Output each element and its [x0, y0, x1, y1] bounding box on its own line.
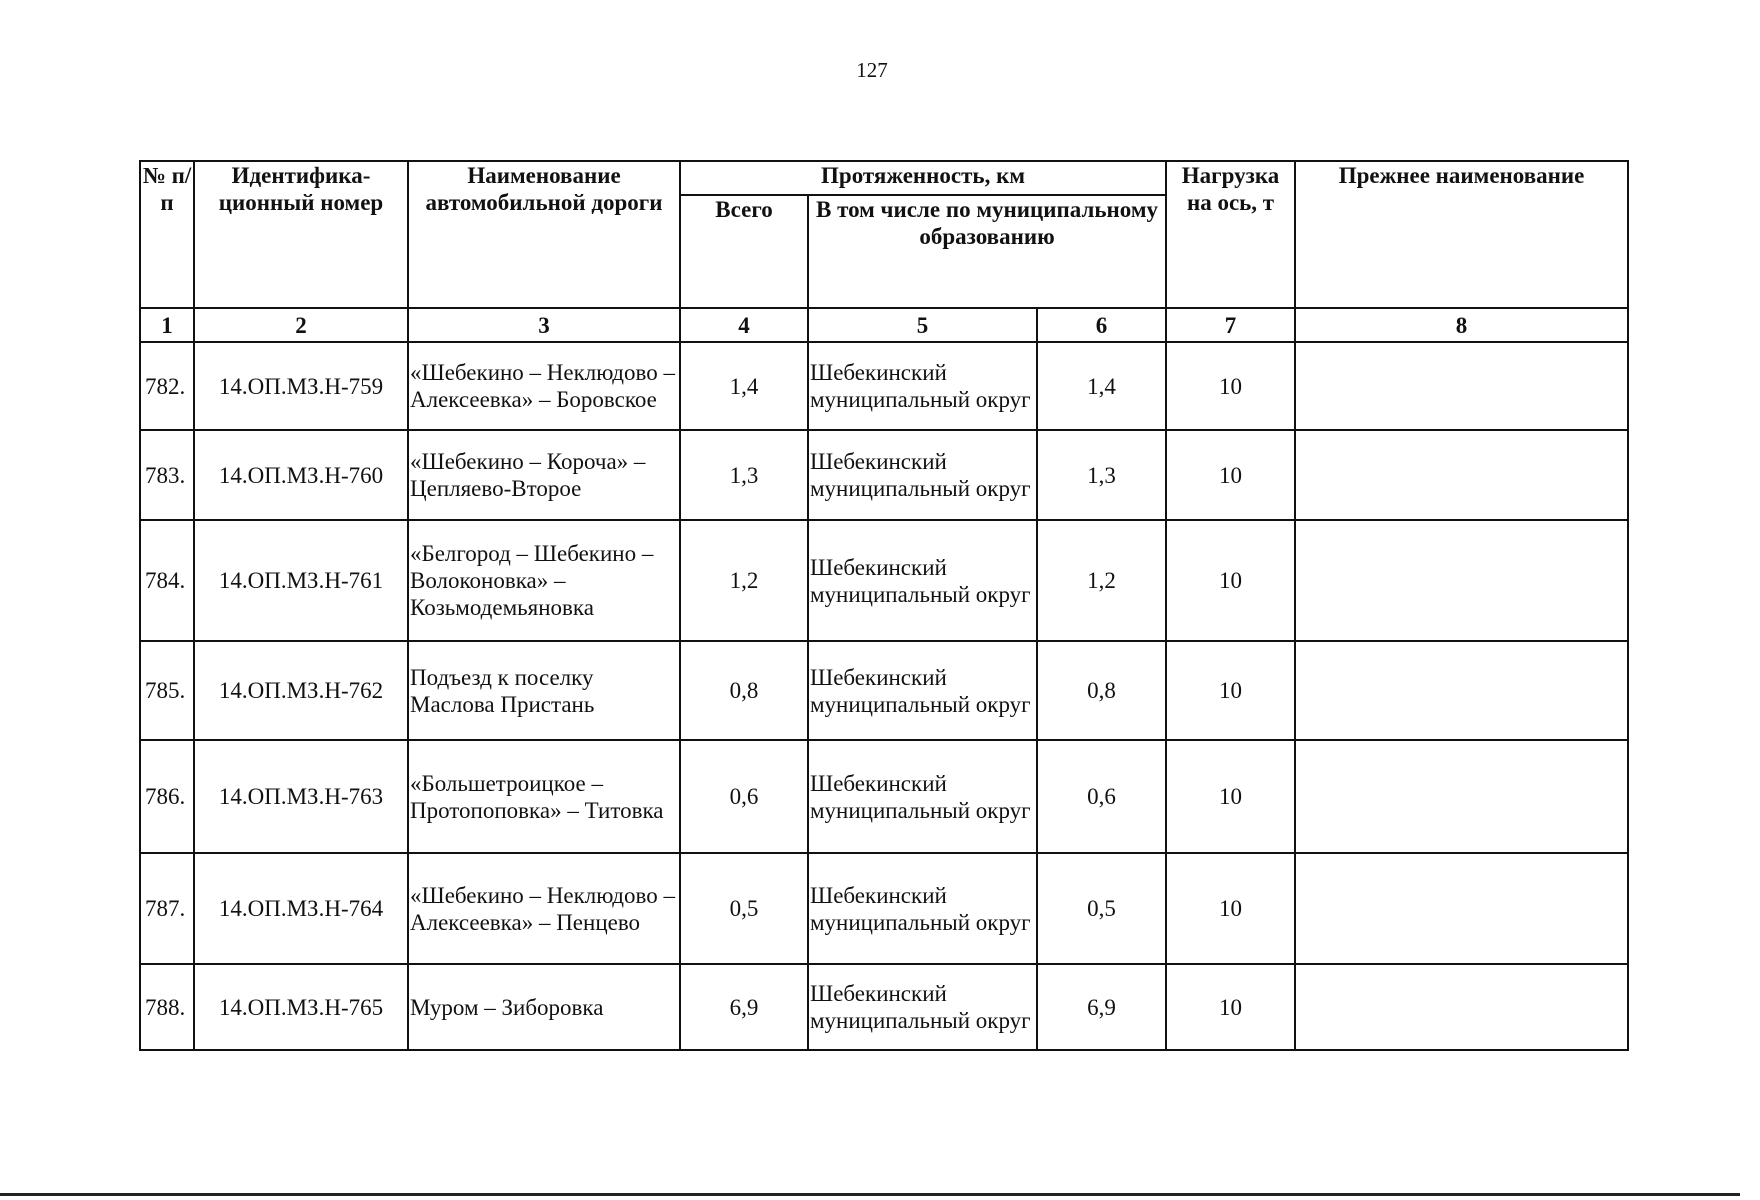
- table-row: [140, 853, 1628, 964]
- header-length-municipal: В том числе по муниципальному образованию: [808, 195, 1166, 308]
- row-number: 785.: [140, 641, 194, 740]
- header-length: Протяженность, км: [680, 161, 1166, 195]
- previous-name: [1295, 964, 1628, 1050]
- road-id: 14.ОП.МЗ.Н-761: [194, 520, 408, 641]
- length-municipal: 0,5: [1037, 853, 1166, 964]
- municipality: Шебекинский муниципальный округ: [808, 520, 1037, 641]
- row-number: 788.: [140, 964, 194, 1050]
- column-number: 6: [1037, 308, 1166, 342]
- length-total: 1,3: [680, 430, 808, 520]
- table-row: [140, 740, 1628, 853]
- column-number: 8: [1295, 308, 1628, 342]
- municipality: Шебекинский муниципальный округ: [808, 342, 1037, 430]
- column-number-row: [140, 308, 1628, 342]
- previous-name: [1295, 520, 1628, 641]
- header-length-total: Всего: [680, 195, 808, 308]
- table-row: [140, 964, 1628, 1050]
- page-number: 127: [856, 58, 888, 82]
- length-municipal: 1,2: [1037, 520, 1166, 641]
- previous-name: [1295, 430, 1628, 520]
- length-municipal: 0,8: [1037, 641, 1166, 740]
- table-row: [140, 342, 1628, 430]
- column-number: 1: [140, 308, 194, 342]
- row-number: 787.: [140, 853, 194, 964]
- road-name: «Большетроицкое – Протопоповка» – Титовка: [408, 740, 680, 853]
- municipality: Шебекинский муниципальный округ: [808, 964, 1037, 1050]
- road-id: 14.ОП.МЗ.Н-760: [194, 430, 408, 520]
- axle-load: 10: [1166, 853, 1295, 964]
- previous-name: [1295, 740, 1628, 853]
- table-row: [140, 430, 1628, 520]
- table-row: [140, 520, 1628, 641]
- road-id: 14.ОП.МЗ.Н-763: [194, 740, 408, 853]
- roads-table: [139, 160, 1629, 1051]
- road-name: Подъезд к поселку Маслова Пристань: [408, 641, 680, 740]
- header-road-name: Наименование автомобильной дороги: [408, 161, 680, 308]
- road-id: 14.ОП.МЗ.Н-764: [194, 853, 408, 964]
- length-total: 0,6: [680, 740, 808, 853]
- road-id: 14.ОП.МЗ.Н-762: [194, 641, 408, 740]
- column-number: 5: [808, 308, 1037, 342]
- municipality: Шебекинский муниципальный округ: [808, 641, 1037, 740]
- page-bottom-edge: [0, 1193, 1740, 1196]
- road-name: «Белгород – Шебекино – Волоконовка» – Козьмодемьяновка: [408, 520, 680, 641]
- road-name: «Шебекино – Неклюдово – Алексеевка» – Пенцево: [408, 853, 680, 964]
- axle-load: 10: [1166, 430, 1295, 520]
- axle-load: 10: [1166, 964, 1295, 1050]
- previous-name: [1295, 641, 1628, 740]
- length-total: 0,8: [680, 641, 808, 740]
- length-municipal: 0,6: [1037, 740, 1166, 853]
- road-name: «Шебекино – Неклюдово – Алексеевка» – Боровское: [408, 342, 680, 430]
- header-num: № п/п: [140, 161, 194, 308]
- length-total: 6,9: [680, 964, 808, 1050]
- length-municipal: 6,9: [1037, 964, 1166, 1050]
- length-total: 0,5: [680, 853, 808, 964]
- municipality: Шебекинский муниципальный округ: [808, 853, 1037, 964]
- road-id: 14.ОП.МЗ.Н-759: [194, 342, 408, 430]
- road-id: 14.ОП.МЗ.Н-765: [194, 964, 408, 1050]
- length-total: 1,2: [680, 520, 808, 641]
- header-id: Идентифика-ционный номер: [194, 161, 408, 308]
- header-previous-name: Прежнее наименование: [1295, 161, 1628, 308]
- column-number: 2: [194, 308, 408, 342]
- column-number: 3: [408, 308, 680, 342]
- header-axle-load: Нагрузка на ось, т: [1166, 161, 1295, 308]
- row-number: 786.: [140, 740, 194, 853]
- length-total: 1,4: [680, 342, 808, 430]
- row-number: 784.: [140, 520, 194, 641]
- length-municipal: 1,3: [1037, 430, 1166, 520]
- length-municipal: 1,4: [1037, 342, 1166, 430]
- municipality: Шебекинский муниципальный округ: [808, 430, 1037, 520]
- column-number: 7: [1166, 308, 1295, 342]
- row-number: 783.: [140, 430, 194, 520]
- previous-name: [1295, 853, 1628, 964]
- municipality: Шебекинский муниципальный округ: [808, 740, 1037, 853]
- axle-load: 10: [1166, 342, 1295, 430]
- axle-load: 10: [1166, 740, 1295, 853]
- table-row: [140, 641, 1628, 740]
- axle-load: 10: [1166, 641, 1295, 740]
- road-name: «Шебекино – Короча» – Цепляево-Второе: [408, 430, 680, 520]
- column-number: 4: [680, 308, 808, 342]
- road-name: Муром – Зиборовка: [408, 964, 680, 1050]
- row-number: 782.: [140, 342, 194, 430]
- axle-load: 10: [1166, 520, 1295, 641]
- previous-name: [1295, 342, 1628, 430]
